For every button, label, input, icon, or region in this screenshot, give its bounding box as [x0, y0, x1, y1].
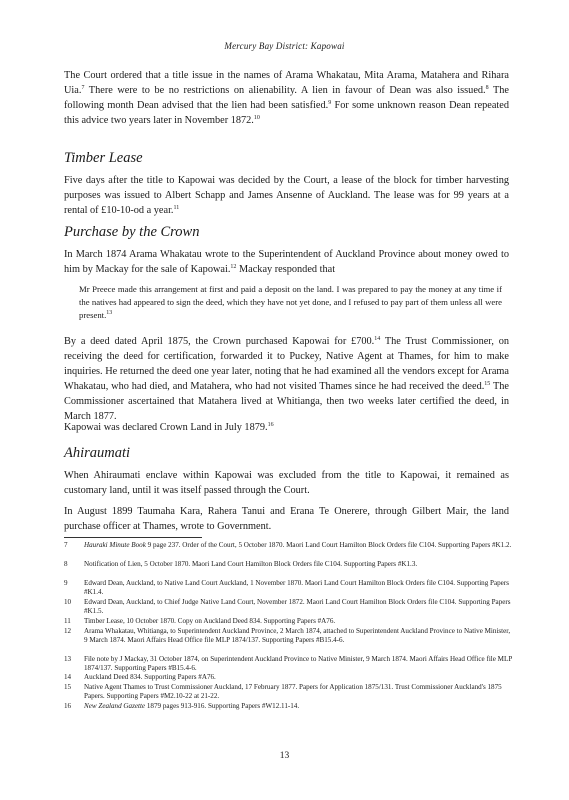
section-heading-purchase: Purchase by the Crown [64, 224, 200, 240]
footnote-number: 9 [64, 579, 68, 587]
section-heading-ahiraumati: Ahiraumati [64, 445, 131, 461]
footnote-body: Arama Whakatau, Whitianga, to Superintendent Auckland Province, 2 March 1874, attached to Superintendent Auckland Province to Native Minister, 9 March 1874. Maori Affairs Head Office file MLP 1874/137. Supporting Papers #B15.4-6. [84, 627, 511, 645]
footnote-ref: 9 [328, 100, 332, 106]
footnote-body: Edward Dean, Auckland, to Chief Judge Native Land Court, November 1872. Maori Land Court Hamilton Block Orders file C104. Supporting Papers #K1.5. [84, 598, 511, 616]
footnote-body: Timber Lease, 10 October 1870. Copy on Auckland Deed 834. Supporting Papers #A76. [84, 617, 336, 625]
footnote-source-title: Hauraki Minute Book [84, 541, 146, 549]
running-header: Mercury Bay District: Kapowai [224, 41, 345, 51]
footnote-body: Edward Dean, Auckland, to Native Land Court Auckland, 1 November 1870. Maori Land Court Hamilton Block Orders file C104. Supporting Papers #K1.4. [84, 579, 509, 597]
footnote-number: 11 [64, 617, 71, 625]
footnote-ref: 7 [81, 85, 85, 91]
footnote-text [84, 655, 514, 674]
footnote-ref: 13 [106, 310, 113, 316]
footnote-text [84, 627, 514, 646]
paragraph-arama-letter: In March 1874 Arama Whakatau wrote to the Superintendent of Auckland Province about money owed to him by Mackay for the sale of Kapowai.$^{12}$ Mackay responded that [64, 249, 509, 275]
paragraph-crown-deed: By a deed dated April 1875, the Crown purchased Kapowai for £700.14 The Trust Commissioner, on receiving the deed for certification, forwarded it to Puckey, Native Agent at Thames, for him to make inquiries. He returned the deed one year later, noting that he had examined all the vendors except for Arama Whakatau, who had died, and Matahera, who had not visited Thames since he had received the deed.$^{15}$ The Commissioner ascertained that Matahera lived at Whitianga, then two weeks later certified the deed, in March 1877. [64, 336, 509, 422]
footnote-number: 7 [64, 541, 68, 549]
footnote-ref: 11 [173, 205, 180, 211]
footnote-text [84, 579, 514, 598]
footnote-body: File note by J Mackay, 31 October 1874, on Superintendent Auckland Province to Native Minister, 9 March 1874. Maori Affairs Head Office file MLP 1874/137. Supporting Papers #B15.4-6. [84, 655, 513, 673]
footnote-number: 13 [64, 655, 72, 663]
footnote-divider [64, 537, 202, 538]
footnote-text [84, 617, 514, 626]
footnote-ref: 15 [484, 381, 491, 387]
footnote-ref: 14 [374, 336, 381, 342]
paragraph-taumaha-letter: In August 1899 Taumaha Kara, Rahera Tanui and Erana Te Onerere, through Gilbert Mair, the land purchase officer at Thames, wrote to Government. [64, 506, 509, 532]
page-number: 13 [279, 751, 290, 761]
footnote-number: 8 [64, 560, 68, 568]
footnote-number: 14 [64, 673, 72, 681]
footnote-number: 12 [64, 627, 72, 635]
paragraph-timber-lease: Five days after the title to Kapowai was decided by the Court, a lease of the block for timber harvesting purposes was issued to Albert Schapp and James Ansenne of Auckland. The lease was for 99 years at a rental of £10-10-od a year.$^{11}$ [64, 175, 509, 216]
footnote-number: 10 [64, 598, 72, 606]
footnote-text [84, 702, 514, 711]
block-quote-mackay: Mr Preece made this arrangement at first and paid a deposit on the land. I was prepared to pay the money at any time if the natives had appeared to sign the deed, which they have not yet done, and I refused to pay part of them unless all were present.$^{13}$ [79, 284, 502, 320]
footnote-ref: 16 [267, 422, 274, 428]
footnote-text [84, 560, 514, 569]
footnote-ref: 12 [230, 264, 237, 270]
paragraph-crown-land: Kapowai was declared Crown Land in July 1879.16 [64, 422, 274, 433]
footnote-body: Notification of Lien, 5 October 1870. Maori Land Court Hamilton Block Orders file C104. Supporting Papers #K1.3. [84, 560, 418, 568]
footnote-ref: 10 [253, 115, 260, 121]
footnote-text [84, 683, 514, 702]
footnote-text [84, 673, 514, 682]
footnote-number: 15 [64, 683, 72, 691]
footnote-ref: 8 [485, 85, 489, 91]
footnote-body: 9 page 237. Order of the Court, 5 October 1870. Maori Land Court Hamilton Block Orders file C104. Supporting Papers #K1.2. [145, 541, 512, 549]
section-heading-timber-lease: Timber Lease [64, 150, 143, 166]
footnote-body: Auckland Deed 834. Supporting Papers #A76. [84, 673, 216, 681]
footnote-body: 1879 pages 913-916. Supporting Papers #W12.11-14. [145, 702, 300, 710]
footnote-body: Native Agent Thames to Trust Commissioner Auckland, 17 February 1877. Papers for Application 1875/131. Trust Commissioner Auckland's 1875 Papers. Supporting Papers #M2.10-22 at 21-22. [84, 683, 502, 701]
footnote-number: 16 [64, 702, 72, 710]
paragraph-court-order: The Court ordered that a title issue in the names of Arama Whakatau, Mita Arama, Matahera and Rihara Uia.$^7$ There were to be no restrictions on alienability. A lien in favour of Dean was also issued.$^8$ The following month Dean advised that the lien had been satisfied.$^9$ For some unknown reason Dean repeated this advice two years later in November 1872.10 [64, 70, 510, 126]
footnote-source-title: New Zealand Gazette [84, 702, 146, 710]
footnote-text [84, 541, 514, 550]
paragraph-ahiraumati-enclave: When Ahiraumati enclave within Kapowai was excluded from the title to Kapowai, it remained as customary land, until it was itself passed through the Court. [64, 470, 509, 496]
footnote-text [84, 598, 514, 617]
